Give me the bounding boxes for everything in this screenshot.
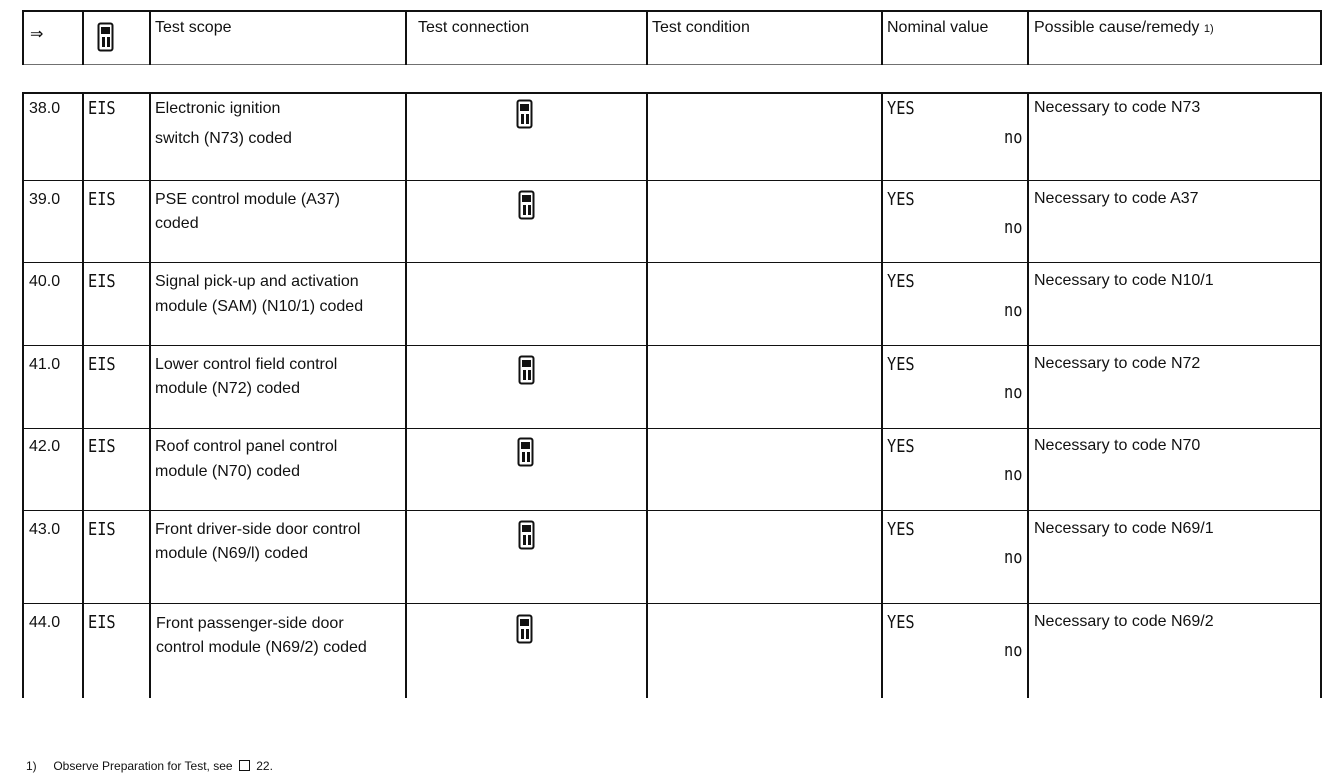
row-divider xyxy=(22,180,1322,181)
table-col-divider xyxy=(881,92,883,698)
row-scope-line2: module (N69/l) coded xyxy=(155,545,308,562)
row-scope-line2: coded xyxy=(155,215,199,232)
header-col-divider xyxy=(82,10,84,65)
row-remedy: Necessary to code N69/2 xyxy=(1034,613,1214,630)
nominal-no: no xyxy=(1004,640,1023,661)
row-divider xyxy=(22,510,1322,511)
row-divider xyxy=(22,603,1322,604)
diagnostic-tester-icon xyxy=(516,614,533,644)
row-number: 43.0 xyxy=(29,521,61,538)
nominal-yes: YES xyxy=(887,612,915,633)
diagnostic-tester-icon xyxy=(518,355,535,385)
row-scope-line1: Roof control panel control xyxy=(155,438,338,455)
table-col-divider xyxy=(646,92,648,698)
footnote-page-ref: 22. xyxy=(256,759,273,773)
footnote-text: Observe Preparation for Test, see xyxy=(53,759,233,773)
row-system: EIS xyxy=(88,612,116,633)
row-remedy: Necessary to code N10/1 xyxy=(1034,272,1214,289)
nominal-no: no xyxy=(1004,382,1023,403)
row-system: EIS xyxy=(88,354,116,375)
diagnostic-tester-icon xyxy=(517,437,534,467)
header-possible-cause-label: Possible cause/remedy xyxy=(1034,19,1200,36)
table-col-divider xyxy=(82,92,84,698)
footnote-marker: 1) xyxy=(26,759,37,773)
diagnostic-tester-icon xyxy=(518,520,535,550)
table-col-divider xyxy=(405,92,407,698)
table-col-divider xyxy=(1027,92,1029,698)
row-system: EIS xyxy=(88,98,116,119)
table-col-divider xyxy=(1320,92,1322,698)
row-remedy: Necessary to code N70 xyxy=(1034,437,1201,454)
row-remedy: Necessary to code N73 xyxy=(1034,99,1201,116)
diagnostic-tester-icon xyxy=(97,22,114,52)
row-number: 41.0 xyxy=(29,356,61,373)
diagnostic-tester-icon xyxy=(518,190,535,220)
row-scope-line2: module (SAM) (N10/1) coded xyxy=(155,298,364,315)
header-arrow: ⇒ xyxy=(30,26,44,43)
row-scope-line2: module (N70) coded xyxy=(155,463,300,480)
header-nominal-value: Nominal value xyxy=(887,19,989,36)
row-system: EIS xyxy=(88,271,116,292)
row-divider xyxy=(22,262,1322,263)
row-number: 40.0 xyxy=(29,273,61,290)
nominal-yes: YES xyxy=(887,519,915,540)
row-scope-line1: PSE control module (A37) xyxy=(155,191,340,208)
row-scope-line2: module (N72) coded xyxy=(155,380,300,397)
row-number: 39.0 xyxy=(29,191,61,208)
nominal-yes: YES xyxy=(887,436,915,457)
row-system: EIS xyxy=(88,519,116,540)
header-col-divider xyxy=(1320,10,1322,65)
row-number: 38.0 xyxy=(29,100,61,117)
header-bottom-border xyxy=(22,64,1322,65)
header-col-divider xyxy=(1027,10,1029,65)
header-test-scope: Test scope xyxy=(155,19,232,36)
header-top-border xyxy=(22,10,1322,12)
header-col-divider xyxy=(405,10,407,65)
header-col-divider xyxy=(149,10,151,65)
header-col-divider xyxy=(881,10,883,65)
row-number: 42.0 xyxy=(29,438,61,455)
row-system: EIS xyxy=(88,436,116,457)
nominal-yes: YES xyxy=(887,271,915,292)
header-test-condition: Test condition xyxy=(652,19,750,36)
table-col-divider xyxy=(22,92,24,698)
header-possible-cause xyxy=(1034,15,1214,42)
row-remedy: Necessary to code A37 xyxy=(1034,190,1199,207)
row-system: EIS xyxy=(88,189,116,210)
row-remedy: Necessary to code N69/1 xyxy=(1034,520,1214,537)
header-col-divider xyxy=(22,10,24,65)
nominal-yes: YES xyxy=(887,98,915,119)
header-footnote-ref: 1) xyxy=(1203,23,1214,35)
row-scope-line1: Signal pick-up and activation xyxy=(155,273,359,290)
row-remedy: Necessary to code N72 xyxy=(1034,355,1201,372)
nominal-yes: YES xyxy=(887,354,915,375)
row-scope-line1: Front driver-side door control xyxy=(155,521,361,538)
nominal-no: no xyxy=(1004,217,1023,238)
row-scope-line2: switch (N73) coded xyxy=(155,130,292,147)
footnote xyxy=(26,759,273,773)
nominal-no: no xyxy=(1004,547,1023,568)
row-divider xyxy=(22,345,1322,346)
book-icon xyxy=(239,760,250,771)
header-col-divider xyxy=(646,10,648,65)
row-scope-line1: Electronic ignition xyxy=(155,100,281,117)
nominal-no: no xyxy=(1004,300,1023,321)
nominal-no: no xyxy=(1004,127,1023,148)
nominal-no: no xyxy=(1004,464,1023,485)
row-scope-line1: Lower control field control xyxy=(155,356,338,373)
diagnostic-tester-icon xyxy=(516,99,533,129)
row-scope-line1: Front passenger-side door xyxy=(156,615,344,632)
header-test-connection: Test connection xyxy=(418,19,530,36)
table-col-divider xyxy=(149,92,151,698)
row-number: 44.0 xyxy=(29,614,61,631)
table-top-border xyxy=(22,92,1322,94)
nominal-yes: YES xyxy=(887,189,915,210)
row-divider xyxy=(22,428,1322,429)
row-scope-line2: control module (N69/2) coded xyxy=(156,639,367,656)
